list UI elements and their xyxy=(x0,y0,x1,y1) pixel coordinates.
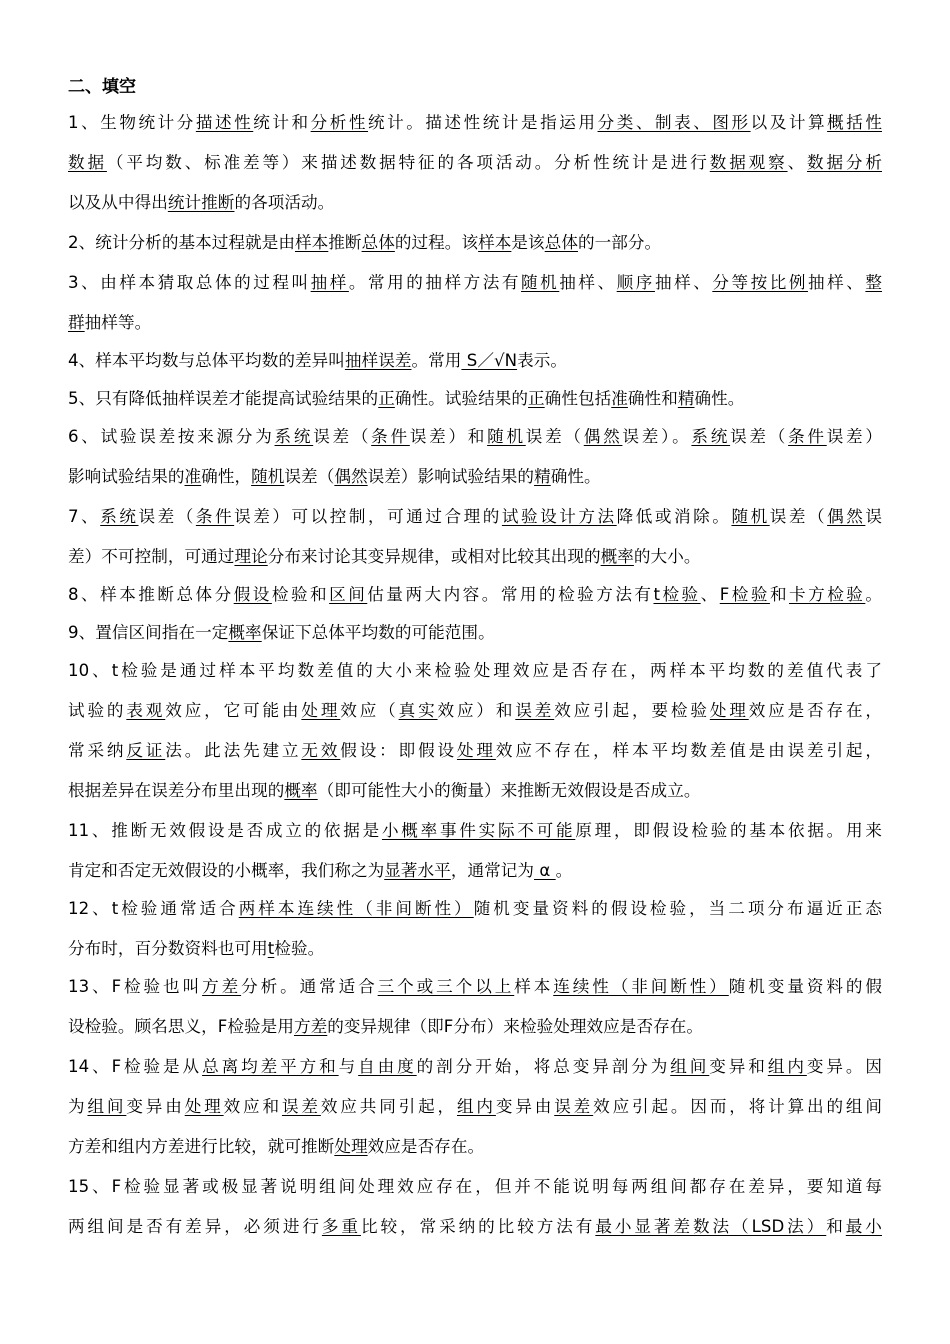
text-run: 与 xyxy=(338,1057,359,1076)
text-run: 肯定和否定无效假设的小概率，我们称之为 xyxy=(68,861,385,880)
blank-answer: 组间 xyxy=(670,1057,710,1076)
text-run: 两组间是否有差异，必须进行 xyxy=(68,1217,322,1236)
text-run: 随机变量资料的假 xyxy=(728,977,882,996)
text-run: 误差（ xyxy=(313,427,372,446)
text-line xyxy=(68,506,882,528)
text-run: 14、F检验是从 xyxy=(68,1057,203,1076)
text-run: 确性包括 xyxy=(544,389,612,408)
text-run: 抽样、 xyxy=(807,273,866,292)
blank-answer: 试验设计方法 xyxy=(501,507,617,526)
text-run: 、 xyxy=(700,585,720,604)
text-run: 12、t检验通常适合 xyxy=(68,899,239,918)
blank-answer: 系统 xyxy=(100,507,139,526)
text-run: 的变异规律（即F分布）来检验处理效应是否存在。 xyxy=(327,1017,704,1036)
blank-answer: 假设 xyxy=(233,585,272,604)
text-line xyxy=(68,898,882,920)
blank-answer: 准 xyxy=(611,389,628,408)
text-line xyxy=(68,112,882,134)
blank-answer: 处理 xyxy=(301,701,341,720)
blank-answer: 随机 xyxy=(521,273,560,292)
text-run: 分布来讨论其变异规律，或相对比较其出现的 xyxy=(267,547,601,566)
blank-answer: 连续性（非间断性） xyxy=(553,977,729,996)
text-line xyxy=(68,312,882,334)
blank-answer: 理论 xyxy=(234,547,268,566)
text-run: 11、推断无效假设是否成立的依据是 xyxy=(68,821,382,840)
text-run: 的大小。 xyxy=(633,547,701,566)
text-run: 检验和 xyxy=(271,585,330,604)
text-run: 误差）。 xyxy=(622,427,692,446)
text-run: 的过程。该 xyxy=(394,233,479,252)
text-run: 变异。因 xyxy=(806,1057,882,1076)
blank-answer: 总体 xyxy=(361,233,395,252)
text-line xyxy=(68,1096,882,1118)
text-line xyxy=(68,1016,882,1038)
blank-answer: 处理 xyxy=(184,1097,224,1116)
blank-answer: 精 xyxy=(677,389,695,408)
text-run: （平均数、标准差等）来描述数据特征的各项活动。分析性统计是进行 xyxy=(106,153,710,172)
text-run: 10、t检验是通过样本平均数差值的大小来检验处理效应是否存在，两样本平均数的差值代表了 xyxy=(68,661,882,680)
text-run: 。常用的抽样方法有 xyxy=(348,273,522,292)
text-run: 8、样本推断总体分 xyxy=(68,585,234,604)
text-run: 效应共同引起， xyxy=(320,1097,457,1116)
text-run: 差）不可控制，可通过 xyxy=(68,547,235,566)
blank-answer: 真实 xyxy=(398,701,438,720)
text-run: 误差）可以控制，可通过合理的 xyxy=(234,507,502,526)
blank-answer: 系统 xyxy=(274,427,314,446)
blank-answer: 处理 xyxy=(709,701,749,720)
text-run: 误差（ xyxy=(284,467,335,486)
text-line xyxy=(68,272,882,294)
blank-answer: 数据观察 xyxy=(709,153,788,172)
text-run: 以及计算 xyxy=(750,113,828,132)
text-run: 样本 xyxy=(514,977,554,996)
text-run: 13、F检验也叫 xyxy=(68,977,203,996)
text-line xyxy=(68,426,882,448)
text-run: 法。此法先建立 xyxy=(165,741,302,760)
text-line xyxy=(68,192,882,214)
text-run: 效应引起。因而，将计算出的组间 xyxy=(593,1097,883,1116)
text-line xyxy=(68,152,882,174)
blank-answer: 正 xyxy=(528,389,545,408)
blank-answer: 概括性 xyxy=(827,113,882,132)
text-run: （即可能性大小的衡量）来推断无效假设是否成立。 xyxy=(317,781,701,800)
text-run: 推断 xyxy=(328,233,362,252)
blank-answer: 样本 xyxy=(478,233,512,252)
blank-answer: 概率 xyxy=(228,623,262,642)
text-run: 和 xyxy=(826,1217,846,1236)
text-run: 3、由样本猜取总体的过程叫 xyxy=(68,273,311,292)
text-line xyxy=(68,1136,882,1158)
text-run: 误差）影响试验结果的 xyxy=(367,467,535,486)
text-run: 效应）和 xyxy=(437,701,516,720)
text-run: 确性。 xyxy=(550,467,601,486)
text-run: 确性和 xyxy=(627,389,678,408)
text-run: 确性。 xyxy=(694,389,745,408)
text-line xyxy=(68,938,882,960)
text-line xyxy=(68,350,882,372)
text-run: 常采纳 xyxy=(68,741,127,760)
text-run: 误 xyxy=(865,507,883,526)
blank-answer: 精 xyxy=(534,467,551,486)
blank-answer: 统计推断 xyxy=(167,193,235,212)
blank-answer: 区间 xyxy=(329,585,368,604)
text-line xyxy=(68,1216,882,1238)
blank-answer: 误差 xyxy=(281,1097,321,1116)
text-run: 确性。试验结果的 xyxy=(394,389,529,408)
text-run: 比较，常采纳的比较方法有 xyxy=(360,1217,596,1236)
blank-answer: 处理 xyxy=(456,741,496,760)
blank-answer: 显著水平 xyxy=(384,861,451,880)
text-run: 是该 xyxy=(511,233,545,252)
blank-answer: 最小显著差数法（LSD法） xyxy=(595,1217,827,1236)
blank-answer: 数据 xyxy=(68,153,107,172)
text-run: 抽样、 xyxy=(654,273,713,292)
blank-answer: t xyxy=(267,939,275,958)
blank-answer: 方差 xyxy=(202,977,242,996)
text-run: 15、F检验显著或极显著说明组间处理效应存在，但并不能说明每两组间都存在差异，要知道每 xyxy=(68,1177,882,1196)
text-run: 7、 xyxy=(68,507,101,526)
blank-answer: 数据分析 xyxy=(807,153,882,172)
text-run: 抽样、 xyxy=(559,273,617,292)
blank-answer: 分析性 xyxy=(310,113,369,132)
blank-answer: 描述性 xyxy=(195,113,254,132)
text-run: 为 xyxy=(68,1097,88,1116)
text-run: 原理，即假设检验的基本依据。用来 xyxy=(575,821,882,840)
text-run: 6、试验误差按来源分为 xyxy=(68,427,275,446)
blank-answer: 无效 xyxy=(301,741,341,760)
blank-answer: F检验 xyxy=(719,585,770,604)
text-run: 统计。描述性统计是指运用 xyxy=(368,113,598,132)
text-run: 表示。 xyxy=(517,351,567,370)
blank-answer: 顺序 xyxy=(616,273,655,292)
blank-answer: 卡方检验 xyxy=(789,585,866,604)
blank-answer: 条件 xyxy=(195,507,235,526)
text-run: 效应，它可能由 xyxy=(165,701,302,720)
blank-answer: S／√N xyxy=(461,351,518,370)
text-line xyxy=(68,1176,882,1198)
text-run: 变异和 xyxy=(709,1057,768,1076)
text-run: 设检验。顾名思义，F检验是用 xyxy=(68,1017,294,1036)
text-run: 方差和组内方差进行比较，就可推断 xyxy=(68,1137,335,1156)
text-run: 确性， xyxy=(201,467,252,486)
blank-answer: 分等按比例 xyxy=(712,273,808,292)
text-run: 检验。 xyxy=(274,939,325,958)
text-run: 随机变量资料的假设检验，当二项分布逼近正态 xyxy=(473,899,882,918)
text-run: 以及从中得出 xyxy=(68,193,168,212)
text-run: 估量两大内容。常用的检验方法有 xyxy=(367,585,654,604)
text-run: 误差） xyxy=(826,427,883,446)
blank-answer: 随机 xyxy=(251,467,285,486)
text-line xyxy=(68,466,882,488)
text-run: 根据差异在误差分布里出现的 xyxy=(68,781,285,800)
blank-answer: 误差 xyxy=(554,1097,594,1116)
text-run: 效应是否存在。 xyxy=(367,1137,485,1156)
text-run: 效应是否存在， xyxy=(748,701,883,720)
blank-answer: 组间 xyxy=(87,1097,127,1116)
blank-answer: 概率 xyxy=(284,781,318,800)
section-heading: 二、填空 xyxy=(68,77,136,97)
text-line xyxy=(68,388,882,410)
blank-answer: 处理 xyxy=(334,1137,368,1156)
text-run: 影响试验结果的 xyxy=(68,467,185,486)
blank-answer: 总体 xyxy=(544,233,578,252)
text-line xyxy=(68,660,882,682)
text-line xyxy=(68,232,882,254)
text-run: 误差（ xyxy=(525,427,584,446)
blank-answer: 样本 xyxy=(294,233,329,252)
text-run: 分布时，百分数资料也可用 xyxy=(68,939,268,958)
text-line xyxy=(68,820,882,842)
text-line xyxy=(68,584,882,606)
text-run: 效应和 xyxy=(223,1097,282,1116)
text-run: 变异由 xyxy=(126,1097,185,1116)
text-run: 。常用 xyxy=(411,351,462,370)
text-run: 9、置信区间指在一定 xyxy=(68,623,229,642)
text-run: 效应不存在，样本平均数差值是由误差引起， xyxy=(495,741,882,760)
text-line xyxy=(68,976,882,998)
text-line xyxy=(68,700,882,722)
text-run: ，通常记为 xyxy=(450,861,535,880)
blank-answer: 表观 xyxy=(126,701,166,720)
blank-answer: 抽样 xyxy=(310,273,349,292)
blank-answer: 小概率事件实际不可能 xyxy=(381,821,576,840)
text-line xyxy=(68,860,882,882)
text-run: 误差）和 xyxy=(409,427,488,446)
text-run: 的各项活动。 xyxy=(234,193,335,212)
text-run: 效应引起，要检验 xyxy=(554,701,710,720)
blank-answer: 偶然 xyxy=(827,507,866,526)
blank-answer: 两样本连续性（非间断性） xyxy=(238,899,474,918)
blank-answer: 系统 xyxy=(691,427,731,446)
blank-answer: 随机 xyxy=(731,507,770,526)
blank-answer: 最小 xyxy=(845,1217,882,1236)
text-run: 效应（ xyxy=(340,701,399,720)
text-run: 5、只有降低抽样误差才能提高试验结果的 xyxy=(68,389,379,408)
blank-answer: 分类、制表、图形 xyxy=(597,113,751,132)
text-run: 4、样本平均数与总体平均数的差异叫 xyxy=(68,351,345,370)
text-run: 误差（ xyxy=(769,507,828,526)
blank-answer: 正 xyxy=(378,389,395,408)
blank-answer: 整 xyxy=(865,273,883,292)
text-run: 误差（ xyxy=(730,427,789,446)
text-run: 误差（ xyxy=(138,507,196,526)
text-line xyxy=(68,780,882,802)
text-run: 抽样等。 xyxy=(84,313,152,332)
blank-answer: 误差 xyxy=(515,701,555,720)
blank-answer: 方差 xyxy=(293,1017,328,1036)
blank-answer: 多重 xyxy=(321,1217,361,1236)
text-line xyxy=(68,546,882,568)
blank-answer: α xyxy=(534,861,556,880)
blank-answer: 组内 xyxy=(767,1057,807,1076)
text-run: 变异由 xyxy=(495,1097,555,1116)
blank-answer: 偶然 xyxy=(334,467,368,486)
blank-answer: 条件 xyxy=(788,427,827,446)
blank-answer: 偶然 xyxy=(583,427,623,446)
blank-answer: 群 xyxy=(68,313,85,332)
blank-answer: 三个或三个以上 xyxy=(377,977,515,996)
blank-answer: t检验 xyxy=(653,585,701,604)
text-run: 分析。通常适合 xyxy=(241,977,378,996)
text-run: 的一部分。 xyxy=(577,233,662,252)
text-run: 保证下总体平均数的可能范围。 xyxy=(261,623,495,642)
blank-answer: 组内 xyxy=(456,1097,496,1116)
text-run: 2、统计分析的基本过程就是由 xyxy=(68,233,295,252)
blank-answer: 条件 xyxy=(371,427,410,446)
text-line xyxy=(68,1056,882,1078)
text-run: 降低或消除。 xyxy=(616,507,732,526)
text-run: 试验的 xyxy=(68,701,127,720)
text-run: 假设：即假设 xyxy=(340,741,457,760)
text-run: 。 xyxy=(555,861,573,880)
text-run: 1、生物统计分 xyxy=(68,113,196,132)
text-line xyxy=(68,622,882,644)
text-line xyxy=(68,740,882,762)
blank-answer: 总离均差平方和 xyxy=(202,1057,339,1076)
blank-answer: 随机 xyxy=(487,427,526,446)
text-run: 的剖分开始，将总变异剖分为 xyxy=(416,1057,671,1076)
text-run: 统计和 xyxy=(253,113,311,132)
text-run: 。 xyxy=(865,585,883,604)
text-run: 和 xyxy=(769,585,790,604)
blank-answer: 反证 xyxy=(126,741,166,760)
blank-answer: 自由度 xyxy=(358,1057,417,1076)
blank-answer: 准 xyxy=(184,467,202,486)
text-run: 、 xyxy=(787,153,808,172)
blank-answer: 概率 xyxy=(600,547,634,566)
blank-answer: 抽样误差 xyxy=(344,351,412,370)
